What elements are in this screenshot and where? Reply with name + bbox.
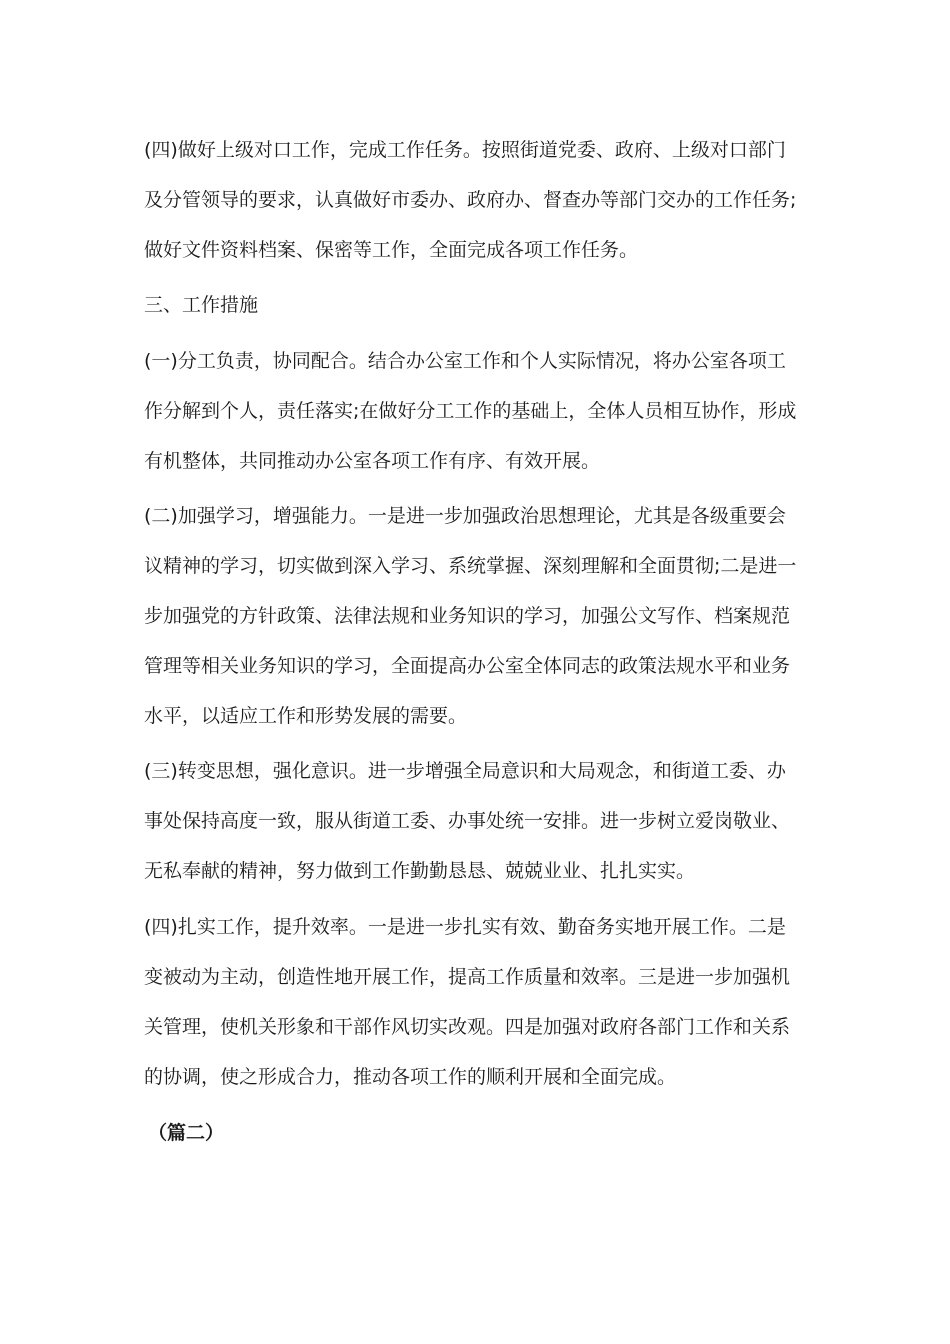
paragraph-4-line-1: (四)做好上级对口工作，完成工作任务。按照街道党委、政府、上级对口部门 bbox=[144, 139, 786, 161]
measure-1-line-3: 有机整体，共同推动办公室各项工作有序、有效开展。 bbox=[144, 450, 601, 472]
measure-4-line-4: 的协调，使之形成合力，推动各项工作的顺利开展和全面完成。 bbox=[144, 1066, 677, 1088]
measure-4-line-3: 关管理，使机关形象和干部作风切实改观。四是加强对政府各部门工作和关系 bbox=[144, 1016, 791, 1038]
measure-2-line-5: 水平，以适应工作和形势发展的需要。 bbox=[144, 705, 468, 727]
section-label-part-two: （篇二） bbox=[148, 1122, 225, 1144]
section-heading-measures: 三、工作措施 bbox=[144, 294, 259, 316]
paragraph-4-line-3: 做好文件资料档案、保密等工作，全面完成各项工作任务。 bbox=[144, 239, 639, 261]
measure-3-line-1: (三)转变思想，强化意识。进一步增强全局意识和大局观念，和街道工委、办 bbox=[144, 760, 786, 782]
measure-2-line-1: (二)加强学习，增强能力。一是进一步加强政治思想理论，尤其是各级重要会 bbox=[144, 505, 786, 527]
measure-4-line-1: (四)扎实工作，提升效率。一是进一步扎实有效、勤奋务实地开展工作。二是 bbox=[144, 916, 786, 938]
measure-3-line-3: 无私奉献的精神，努力做到工作勤勤恳恳、兢兢业业、扎扎实实。 bbox=[144, 860, 696, 882]
measure-4-line-2: 变被动为主动，创造性地开展工作，提高工作质量和效率。三是进一步加强机 bbox=[144, 966, 791, 988]
paragraph-4-line-2: 及分管领导的要求，认真做好市委办、政府办、督查办等部门交办的工作任务; bbox=[144, 189, 797, 211]
measure-2-line-3: 步加强党的方针政策、法律法规和业务知识的学习，加强公文写作、档案规范 bbox=[144, 605, 791, 627]
measure-3-line-2: 事处保持高度一致，服从街道工委、办事处统一安排。进一步树立爱岗敬业、 bbox=[144, 810, 791, 832]
measure-2-line-4: 管理等相关业务知识的学习，全面提高办公室全体同志的政策法规水平和业务 bbox=[144, 655, 791, 677]
measure-1-line-1: (一)分工负责，协同配合。结合办公室工作和个人实际情况，将办公室各项工 bbox=[144, 350, 786, 372]
measure-2-line-2: 议精神的学习，切实做到深入学习、系统掌握、深刻理解和全面贯彻;二是进一 bbox=[144, 555, 797, 577]
measure-1-line-2: 作分解到个人，责任落实;在做好分工工作的基础上，全体人员相互协作，形成 bbox=[144, 400, 797, 422]
